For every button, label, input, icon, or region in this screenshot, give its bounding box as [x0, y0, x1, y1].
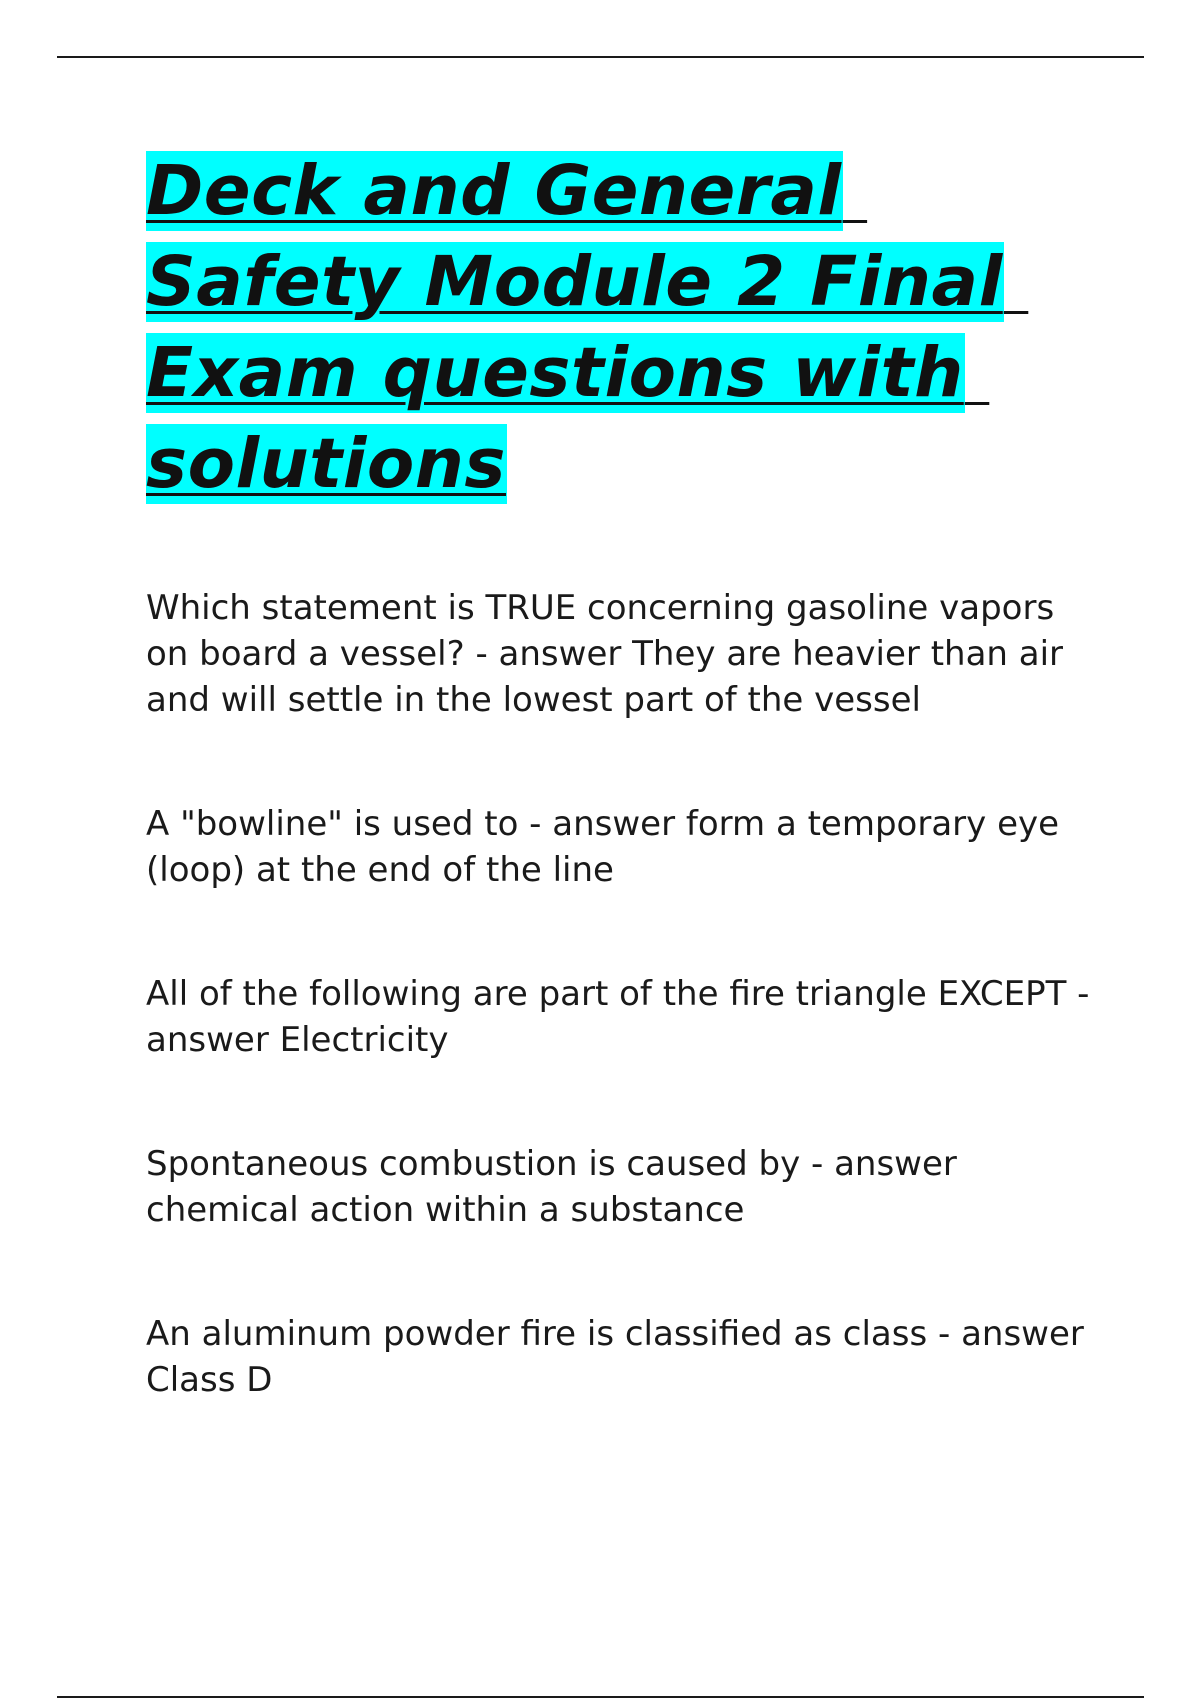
qa-item-aluminum-powder-fire: An aluminum powder fire is classified as class - answer Class D	[146, 1314, 1084, 1400]
title-line-3: Exam questions with	[146, 333, 964, 413]
bottom-rule	[57, 1696, 1144, 1698]
qa-item-spontaneous-combustion: Spontaneous combustion is caused by - answer chemical action within a substance	[146, 1144, 957, 1230]
qa-item-bowline: A "bowline" is used to - answer form a temporary eye (loop) at the end of the line	[146, 804, 1060, 890]
qa-list	[146, 585, 1096, 1403]
title-line-4: solutions	[146, 424, 506, 504]
qa-item-fire-triangle: All of the following are part of the fire triangle EXCEPT - answer Electricity	[146, 974, 1090, 1060]
qa-item-gasoline-vapors: Which statement is TRUE concerning gasoline vapors on board a vessel? - answer They are heavier than air and will settle in the lowest part of the vessel	[146, 588, 1064, 720]
title-line-2: Safety Module 2 Final	[146, 242, 1003, 322]
top-rule	[57, 56, 1144, 58]
title-line-1: Deck and General	[146, 151, 842, 231]
document-title	[146, 146, 1106, 510]
